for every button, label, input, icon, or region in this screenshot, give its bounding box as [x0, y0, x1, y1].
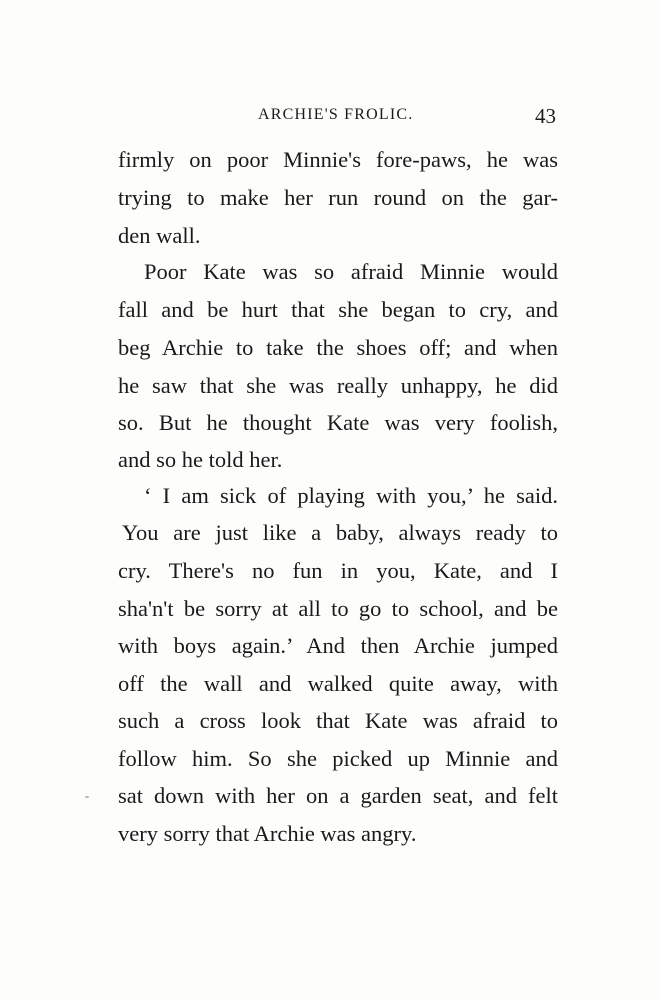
page-number: 43	[535, 104, 556, 128]
text-line: You are just like a baby, always ready to	[122, 520, 558, 545]
paper-speck	[85, 796, 89, 798]
text-line: trying to make her run round on the gar-	[118, 185, 558, 210]
text-line: beg Archie to take the shoes off; and when	[118, 335, 558, 360]
text-line: cry. There's no fun in you, Kate, and I	[118, 558, 558, 583]
text-line: and so he told her.	[118, 447, 283, 472]
text-line: ‘ I am sick of playing with you,’ he said.	[144, 483, 558, 508]
text-line: sha'n't be sorry at all to go to school, and be	[118, 596, 558, 621]
running-title: ARCHIE'S FROLIC.	[258, 106, 414, 123]
text-line: sat down with her on a garden seat, and felt	[118, 783, 558, 808]
text-line: very sorry that Archie was angry.	[118, 821, 417, 846]
text-line: follow him. So she picked up Minnie and	[118, 746, 558, 771]
text-line: firmly on poor Minnie's fore-paws, he was	[118, 147, 558, 172]
text-line: Poor Kate was so afraid Minnie would	[144, 259, 558, 284]
text-line: such a cross look that Kate was afraid to	[118, 708, 558, 733]
text-line: so. But he thought Kate was very foolish,	[118, 410, 558, 435]
text-line: den wall.	[118, 223, 201, 248]
text-line: he saw that she was really unhappy, he did	[118, 373, 558, 398]
running-head	[118, 104, 558, 128]
text-line: off the wall and walked quite away, with	[118, 671, 558, 696]
text-line: with boys again.’ And then Archie jumped	[118, 633, 558, 658]
text-line: fall and be hurt that she began to cry, and	[118, 297, 558, 322]
